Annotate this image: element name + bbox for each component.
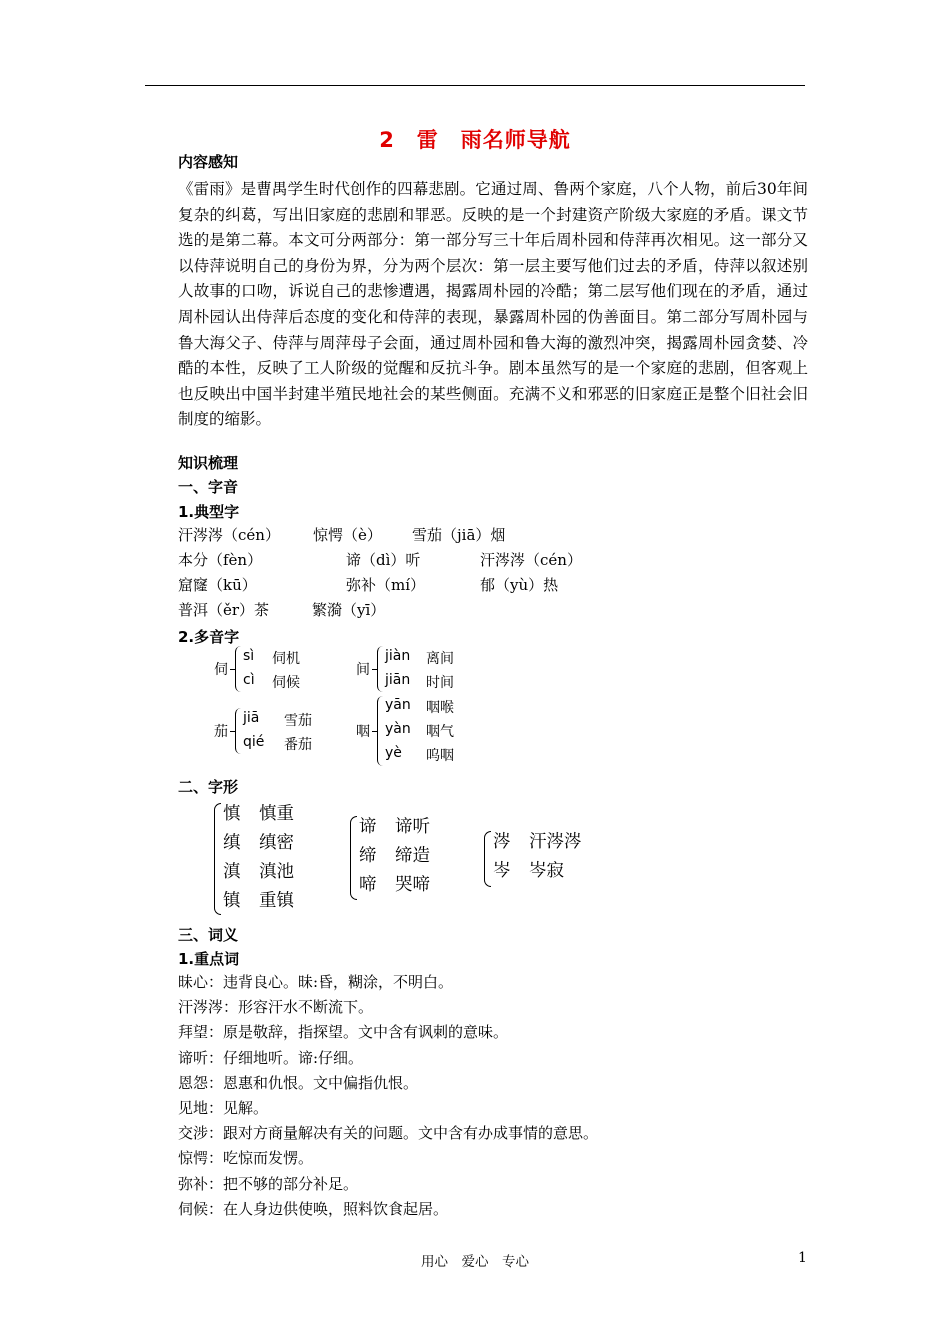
- definition-item: 恩怨：恩惠和仇恨。文中偏指仇恨。: [178, 1073, 419, 1092]
- polyphone-word: 伺机: [272, 651, 300, 667]
- page-title: 2 雷 雨名师导航: [379, 128, 571, 152]
- glyph-word: 缔造: [395, 846, 430, 866]
- definition-item: 汗涔涔：形容汗水不断流下。: [178, 998, 374, 1017]
- glyph-char: 缜: [223, 833, 241, 853]
- glyph-word: 哭啼: [395, 875, 430, 895]
- glyph-char: 啼: [359, 875, 377, 895]
- polyphone-line: jiān: [385, 672, 411, 688]
- glyph-word: 汗涔涔: [529, 832, 582, 852]
- polyphone-line: qié: [243, 734, 265, 750]
- glyph-word: 重镇: [259, 891, 294, 911]
- glyph-group-2: [350, 813, 460, 901]
- glyph-char: 镇: [223, 891, 241, 911]
- glyph-heading: 二、字形: [178, 778, 239, 796]
- content-paragraph: [178, 177, 808, 433]
- pron-item: 汗涔涔（cén）: [480, 551, 582, 569]
- glyph-char: 涔: [493, 832, 511, 852]
- polyphone-word: 咽喉: [426, 700, 454, 716]
- polyphone-line: jiàn: [385, 648, 411, 664]
- definition-item: 昧心：违背良心。昧:昏，糊涂，不明白。: [178, 973, 454, 991]
- polyphone-word: 时间: [426, 675, 454, 691]
- polyphone-line: yàn: [385, 721, 411, 737]
- polyphone-group-yan: [356, 696, 466, 766]
- footer-slogan: 用心 爱心 专心: [421, 1254, 529, 1270]
- polyphone-line: yān: [385, 697, 411, 713]
- pron-item: 谛（dì）听: [346, 551, 421, 569]
- polyphone-line: cì: [243, 672, 255, 688]
- pron-item: 窟窿（kū）: [178, 576, 257, 594]
- definition-item: 见地：见解。: [178, 1099, 269, 1118]
- definition-item: 弥补：把不够的部分补足。: [178, 1174, 359, 1193]
- brace: [377, 696, 383, 766]
- definition-item: 谛听：仔细地听。谛:仔细。: [178, 1048, 364, 1067]
- brace: [350, 816, 357, 900]
- glyph-char: 缔: [359, 846, 377, 866]
- pron-item: 本分（fèn）: [178, 551, 263, 569]
- polyphone-char: 间: [356, 662, 370, 678]
- knowledge-heading: 知识梳理: [178, 454, 239, 472]
- glyph-group-1: [214, 800, 334, 916]
- polyphone-char: 咽: [356, 724, 370, 740]
- polyphone-group-si: [214, 646, 324, 692]
- header-rule: [145, 85, 805, 86]
- glyph-word: 缜密: [259, 833, 294, 853]
- polyphone-group-jian: [356, 646, 466, 692]
- polyphone-char: 伺: [214, 662, 228, 678]
- definition-item: 拜望：原是敬辞，指探望。文中含有讽刺的意味。: [178, 1023, 509, 1042]
- glyph-char: 谛: [359, 817, 377, 837]
- pronunciation-heading: 一、字音: [178, 478, 239, 496]
- pron-item: 雪茄（jiā）烟: [412, 526, 506, 544]
- pron-item: 汗涔涔（cén）: [178, 526, 280, 544]
- polyphone-line: jiā: [243, 710, 260, 726]
- pron-item: 普洱（ěr）茶: [178, 601, 270, 619]
- definition-item: 惊愕：吃惊而发愣。: [178, 1149, 314, 1168]
- polyphone-word: 伺候: [272, 675, 300, 691]
- glyph-word: 慎重: [259, 804, 294, 824]
- polyphone-char: 茄: [214, 724, 228, 740]
- pron-item: 惊愕（è）: [313, 526, 382, 544]
- polyphone-group-qie: [214, 708, 324, 754]
- polyphone-word: 番茄: [284, 737, 312, 753]
- pron-item: 弥补（mí）: [346, 576, 426, 594]
- content-heading: 内容感知: [178, 153, 239, 171]
- definitions-list: [178, 970, 598, 1222]
- glyph-group-3: [484, 828, 604, 888]
- glyph-word: 岑寂: [529, 861, 564, 881]
- brace: [377, 646, 383, 692]
- brace: [484, 831, 491, 887]
- glyph-char: 滇: [223, 862, 241, 882]
- polyphone-word: 离间: [426, 651, 454, 667]
- pron-item: 繁漪（yī）: [312, 601, 386, 619]
- glyph-word: 滇池: [259, 862, 294, 882]
- content-text: 《雷雨》是曹禺学生时代创作的四幕悲剧。它通过周、鲁两个家庭，八个人物，前后30年间复杂的纠葛，写出旧家庭的悲剧和罪恶。反映的是一个封建资产阶级大家庭的矛盾。课文节选的是第二幕。本文可分两部分：第一部分写三十年后周朴园和侍萍再次相见。这一部分又以侍萍说明自己的身份为界，分为两个层次：第一层主要写他们过去的矛盾，侍萍以叙述别人故事的口吻，诉说自己的悲惨遭遇，揭露周朴园的冷酷；第二层写他们现在的矛盾，通过周朴园认出侍萍后态度的变化和侍萍的表现，暴露周朴园的伪善面目。第二部分写周朴园与鲁大海父子、侍萍与周萍母子会面，通过周朴园和鲁大海的激烈冲突，揭露周朴园贪婪、冷酷的本性，反映了工人阶级的觉醒和反抗斗争。剧本虽然写的是一个家庭的悲剧，但客观上也反映出中国半封建半殖民地社会的某些侧面。充满不义和邪恶的旧家庭正是整个旧社会旧制度的缩影。: [178, 180, 808, 429]
- pron-item: 郁（yù）热: [480, 576, 559, 594]
- polyphone-heading: 2.多音字: [178, 628, 240, 646]
- key-words-heading: 1.重点词: [178, 950, 240, 968]
- typical-heading: 1.典型字: [178, 503, 240, 521]
- polyphone-line: yè: [385, 745, 402, 761]
- brace: [235, 708, 241, 754]
- page-number: 1: [798, 1250, 807, 1266]
- glyph-char: 慎: [223, 804, 241, 824]
- polyphone-word: 雪茄: [284, 713, 312, 729]
- definition-item: 交涉：跟对方商量解决有关的问题。文中含有办成事情的意思。: [178, 1124, 599, 1143]
- polyphone-word: 咽气: [426, 724, 454, 740]
- definition-item: 伺候：在人身边供使唤，照料饮食起居。: [178, 1199, 449, 1218]
- glyph-char: 岑: [493, 861, 511, 881]
- meaning-heading: 三、词义: [178, 926, 239, 944]
- glyph-word: 谛听: [395, 817, 430, 837]
- polyphone-line: sì: [243, 648, 255, 664]
- polyphone-word: 呜咽: [426, 748, 454, 764]
- brace: [214, 803, 221, 915]
- brace: [235, 646, 241, 692]
